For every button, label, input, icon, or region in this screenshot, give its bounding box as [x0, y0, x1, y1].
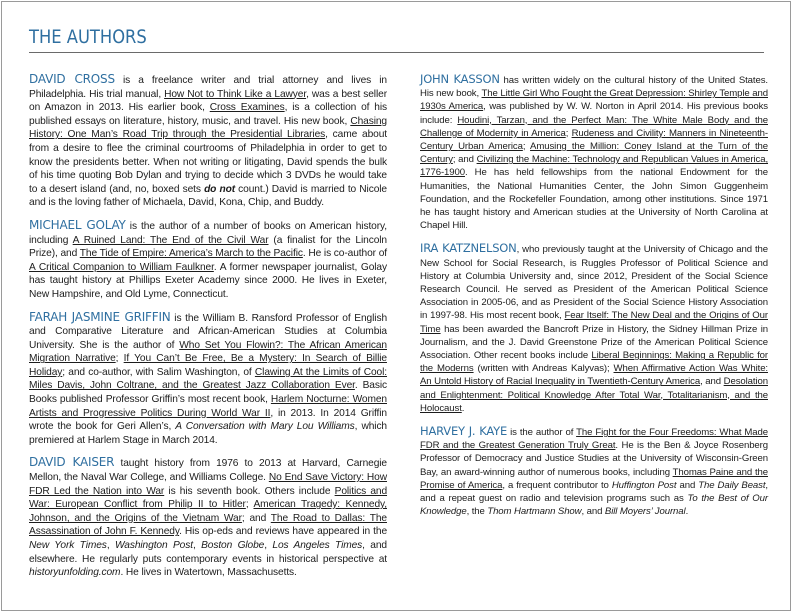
bio-text: (written with Andreas Kalyvas); [473, 363, 614, 375]
book-title-link[interactable]: American Tragedy: Kennedy, Johnson, and the Origins of the Vietnam War [29, 499, 387, 524]
book-title-link[interactable]: Fear Itself: The New Deal and the Origins of Our Time [420, 310, 768, 335]
italic-reference: Bill Moyers’ Journal [604, 506, 686, 518]
bio-text: is a freelance writer and trial attorney and lives in Philadelphia. His trial manual, [29, 75, 387, 100]
bio-text: is his seventh book. Others include [164, 485, 335, 497]
bio-text: ; [565, 127, 572, 139]
book-title-link[interactable]: Amusing the Million: Coney Island at the Turn of the Century [420, 141, 769, 166]
author-name: IRA KATZNELSON [420, 241, 517, 256]
book-title-link[interactable]: No End Save Victory: How FDR Led the Nation into War [29, 472, 388, 497]
bio-text: , and elsewhere. He regularly puts contemporary events in historical perspective at [29, 540, 387, 565]
book-title-link[interactable]: Houdini, Tarzan, and the Perfect Man: The White Male Body and the Challenge of Modernity in America [420, 114, 768, 139]
book-title-link[interactable]: Desolation and Enlightenment: Political Knowledge After Total War, Totalitarianism, and the Holocaust [420, 376, 768, 414]
bio-text: . [685, 506, 689, 518]
book-title-link[interactable]: The Little Girl Who Fought the Great Depression: Shirley Temple and 1930s America [420, 88, 768, 113]
author-bio [420, 425, 768, 518]
author-name: HARVEY J. KAYE [420, 424, 508, 439]
italic-reference: Huffington Post [611, 479, 677, 491]
book-title-link[interactable]: The Tide of Empire: America’s March to the Pacific [79, 248, 303, 260]
bio-text: . He is the Ben & Joyce Rosenberg Professor of Democracy and Justice Studies at the University of Wisconsin-Green Bay, an award-winning author of numerous books, including [420, 440, 768, 478]
italic-reference: To the Best of Our Knowledge [420, 493, 768, 518]
bio-text: , in 2013. In 2014 Griffin wrote the book for Geri Allen’s, [29, 407, 387, 433]
emphasis-text: do not [204, 183, 236, 195]
bio-text: has written widely on the cultural history of the United States. His new book, [420, 75, 768, 100]
bio-text: is the William B. Ransford Professor of English and Comparative Literature and African-American Studies at Columbia University. She is the author of [29, 312, 388, 351]
book-title-link[interactable]: Politics and War: European Conflict from Philip II to Hitler [29, 485, 388, 511]
bio-text: , who previously taught at the University of Chicago and the New School for Social Research, is Ruggles Professor of Political Science and History at Columbia University and, since 2012, President of the Social Science Research Council. He served as President of the American Political Science Association in 2005-06, and as President of the Social Science History Association in 1997-98. His most recent book, [420, 244, 768, 322]
book-title-link[interactable]: Who Set You Flowin?: The African American Migration Narrative [29, 339, 387, 365]
bio-text: is the author of a number of books on American history, including [29, 220, 387, 246]
bio-text: and [676, 479, 699, 491]
bio-text: is the author of [507, 427, 577, 439]
italic-reference: The Daily Beast [698, 479, 766, 491]
author-name: DAVID CROSS [29, 72, 115, 86]
bio-text: ; and co-author, with Salim Washington, of [62, 366, 255, 378]
author-bio [29, 73, 387, 210]
bio-text: , and [581, 506, 605, 518]
book-title-link[interactable]: Clawing At the Limits of Cool: Miles Davis, John Coltrane, and the Greatest Jazz Collaboration Ever [29, 366, 388, 392]
bio-text: , a frequent contributor to [502, 479, 612, 491]
page-title: THE AUTHORS [29, 26, 147, 48]
book-title-link[interactable]: Thomas Paine and the Promise of America [420, 466, 768, 491]
bio-text: , which premiered at Harlem Stage in March 2014. [29, 421, 388, 446]
author-bio [29, 311, 387, 448]
italic-reference: Boston Globe [201, 540, 265, 551]
author-bio [420, 73, 768, 232]
bio-text: (a finalist for the Lincoln Prize), and [29, 234, 387, 260]
bio-text: , was a best seller on Amazon in 2013. His earlier book, [29, 88, 387, 114]
book-title-link[interactable]: Liberal Beginnings: Making a Republic for the Moderns [420, 350, 768, 375]
bio-text: . He is co-author of [302, 248, 387, 260]
page-header [29, 26, 764, 53]
bio-text: . Basic Books published Professor Griffin’s most recent book, [29, 380, 387, 406]
bio-text: , came about from a desire to flee the criminal courtrooms of Philadelphia in order to get to know the presidents better. When not writing or litigating, David spends the bulk of his time quoting Bob Dylan and trying to decide which 3 DVDs he would take to a desert island (and, no, boxed sets [29, 129, 388, 195]
bio-text: . He lives in Watertown, Massachusetts. [120, 567, 297, 579]
book-title-link[interactable]: Civilizing the Machine: Technology and Republican Values in America, 1776-1900 [420, 154, 769, 179]
author-bio [29, 219, 387, 302]
author-name: JOHN KASSON [420, 72, 500, 86]
italic-reference: Los Angeles Times [272, 540, 363, 551]
book-title-link[interactable]: Rudeness and Civility: Manners in Nineteenth-Century Urban America [420, 127, 768, 153]
author-name: DAVID KAISER [29, 455, 115, 470]
italic-reference: historyunfolding.com [29, 567, 121, 579]
book-title-link[interactable]: The Fight for the Four Freedoms: What Made FDR and the Greatest Generation Truly Great [420, 427, 768, 452]
book-title-link[interactable]: When Affirmative Action Was White: An Untold History of Racial Inequality in Twentieth-Century America [420, 363, 768, 388]
bio-text: ; [245, 499, 254, 511]
author-bio [29, 456, 387, 579]
bio-text: . [461, 402, 465, 414]
bio-text: ; [115, 353, 124, 365]
left-column [29, 73, 387, 589]
italic-reference: Thom Hartmann Show [487, 506, 582, 518]
bio-text: ; and [452, 154, 477, 166]
book-title-link[interactable]: Chasing History: One Man’s Road Trip through the Presidential Libraries [29, 115, 387, 141]
bio-text: ; and [241, 512, 271, 524]
book-title-link[interactable]: How Not to Think Like a Lawyer [164, 88, 307, 100]
bio-text: ; [522, 141, 531, 153]
bio-text: . He has held fellowships from the national Endowment for the Humanities, the National Humanities Center, the John Simon Guggenheim Foundation, and the Rockefeller Foundation, among other institutions. Since 1971 he has taught history and American studies at the University of North Carolina at Chapel Hill. [420, 167, 768, 232]
italic-reference: A Conversation with Mary Lou Williams [175, 421, 355, 433]
bio-text: . A former newspaper journalist, Golay has taught history at Phillips Exeter Academy since 2000. He lives in Exeter, New Hampshire, and Old Lyme, Connecticut. [29, 261, 387, 300]
book-title-link[interactable]: A Ruined Land: The End of the Civil War [72, 234, 269, 246]
bio-text: has been awarded the Bancroft Prize in History, the Sidney Hillman Prize in Journalism, and the J. David Greenstone Prize of the American Political Science Association. Other recent books include [420, 323, 768, 362]
author-name: FARAH JASMINE GRIFFIN [29, 309, 171, 324]
bio-text: , was published by W. W. Norton in April 2014. His previous books include: [420, 101, 768, 126]
book-title-link[interactable]: The Road to Dallas: The Assassination of John F. Kennedy [29, 512, 387, 538]
right-column [420, 73, 768, 529]
page [1, 1, 791, 611]
italic-reference: New York Times [29, 540, 107, 551]
book-title-link[interactable]: A Critical Companion to William Faulkner [29, 261, 214, 273]
bio-text: , [192, 540, 202, 551]
author-name: MICHAEL GOLAY [29, 217, 126, 232]
bio-text: , [106, 540, 115, 551]
bio-text: , is a collection of his published essays on literature, history, music, and travel. His new book, [29, 102, 387, 127]
italic-reference: Washington Post [114, 540, 193, 551]
bio-text: taught history from 1976 to 2013 at Harvard, Carnegie Mellon, the Naval War College, and Williams College. [29, 458, 387, 484]
bio-text: . His op-eds and reviews have appeared in the [179, 526, 388, 538]
bio-text: count.) David is married to Nicole and is the loving father of Michaela, David, Kona, Chip, and Buddy. [29, 183, 388, 209]
bio-text: , the [466, 506, 488, 518]
bio-text: , and a repeat guest on radio and television programs such as [420, 479, 768, 505]
book-title-link[interactable]: If You Can’t Be Free, Be a Mystery: In Search of Billie Holiday [29, 353, 387, 378]
book-title-link[interactable]: Cross Examines [209, 102, 285, 114]
bio-text: , and [700, 376, 724, 388]
author-bio [420, 242, 768, 415]
book-title-link[interactable]: Harlem Nocturne: Women Artists and Progressive Politics During World War II [29, 394, 387, 419]
bio-text: , [264, 540, 273, 551]
